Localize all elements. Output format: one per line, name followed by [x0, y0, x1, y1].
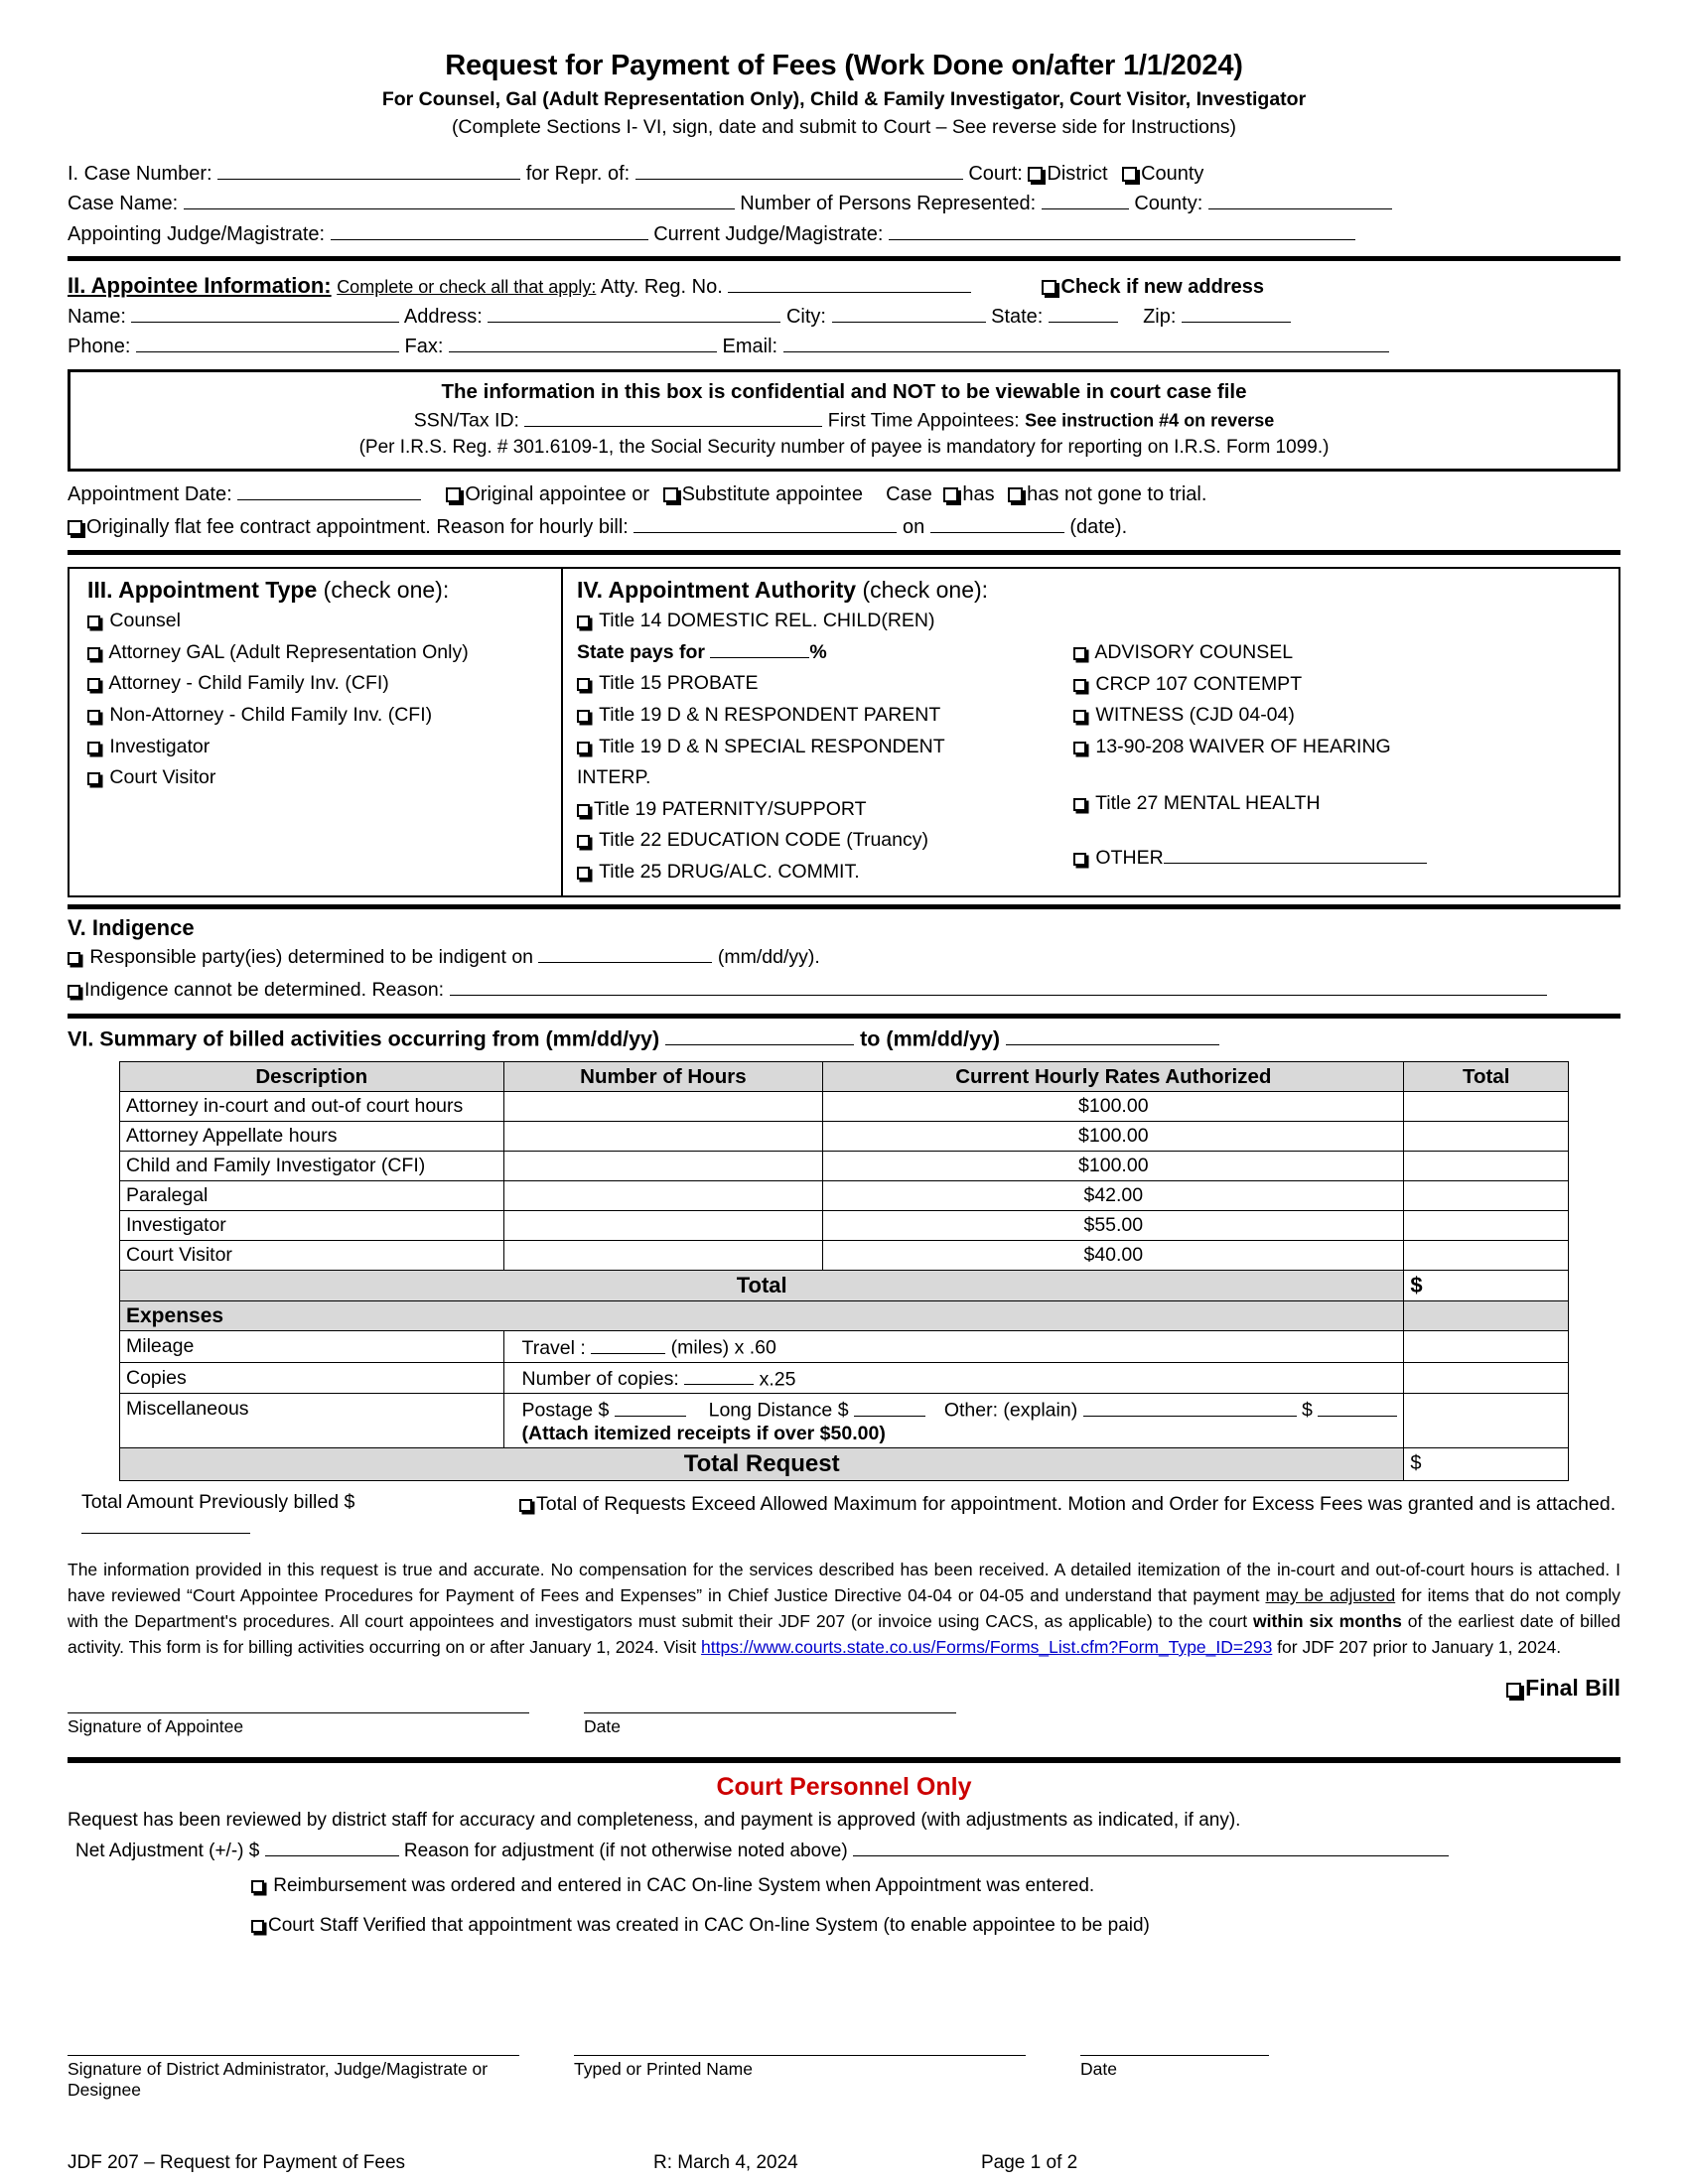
mileage-label: Mileage: [120, 1331, 504, 1362]
row-total-input[interactable]: [1404, 1122, 1569, 1152]
city-label: City:: [785, 306, 826, 329]
total-request-row: [120, 1447, 1569, 1480]
county-label: County:: [1134, 193, 1203, 215]
appointment-detail-rows: [68, 472, 1620, 543]
option-attorney-cfi[interactable]: [87, 668, 561, 700]
misc-other-label: Other: (explain): [943, 1399, 1078, 1422]
section5-heading: V. Indigence: [68, 915, 195, 941]
row-description: Attorney Appellate hours: [120, 1122, 504, 1152]
previously-billed-input[interactable]: [81, 1514, 250, 1534]
reason-for-adjustment-input[interactable]: [853, 1837, 1449, 1856]
option-witness-cjd[interactable]: [1073, 700, 1618, 732]
misc-note: (Attach itemized receipts if over $50.00): [521, 1422, 886, 1444]
section4-heading: [577, 577, 1618, 604]
misc-postage-label: Postage $: [521, 1399, 610, 1422]
authority-left-column: [577, 606, 1073, 887]
option-attorney-gal[interactable]: [87, 637, 561, 669]
name-input[interactable]: [131, 302, 399, 323]
exceed-max-group: [519, 1491, 1620, 1540]
option-label: Attorney - Child Family Inv. (CFI): [108, 672, 389, 695]
court-label: Court:: [968, 163, 1023, 185]
copies-detail: [503, 1362, 1404, 1393]
option-title22[interactable]: [577, 825, 1073, 857]
row-description: Paralegal: [120, 1181, 504, 1211]
current-judge-label: Current Judge/Magistrate:: [653, 222, 884, 245]
appointment-date-input[interactable]: [237, 479, 421, 500]
column-header-hours: Number of Hours: [503, 1062, 823, 1092]
option-label: Title 19 D & N RESPONDENT PARENT: [599, 703, 941, 726]
case-name-row: [68, 189, 1620, 218]
authority-right-column: [1073, 606, 1618, 887]
checkbox-title19-respondent-parent[interactable]: [577, 710, 590, 723]
option-label: Title 27 MENTAL HEALTH: [1095, 791, 1321, 814]
option-title19-respondent-parent[interactable]: [577, 700, 1073, 732]
cpo-checkbox-row-2[interactable]: [251, 1906, 1620, 1946]
checkbox-court-district[interactable]: [1028, 167, 1043, 182]
previously-billed-row: [68, 1481, 1620, 1540]
table-row: [120, 1241, 1569, 1271]
section2-heading: II. Appointee Information:: [68, 273, 332, 299]
has-not-option-label: has not gone to trial.: [1027, 483, 1207, 506]
hourly-bill-date-input[interactable]: [930, 512, 1064, 533]
net-adjustment-label: Net Adjustment (+/-) $: [75, 1840, 260, 1861]
misc-detail-line1: [510, 1396, 1398, 1422]
appointee-signature-line[interactable]: [68, 1712, 529, 1737]
row-rate: $100.00: [823, 1122, 1404, 1152]
irs-note: (Per I.R.S. Reg. # 301.6109-1, the Social Security number of payee is mandatory for reporting on I.R.S. Form 1099.): [358, 437, 1330, 459]
checkbox-counsel[interactable]: [87, 615, 100, 628]
copies-label: Copies: [120, 1362, 504, 1393]
row-description: Investigator: [120, 1211, 504, 1241]
page-title: Request for Payment of Fees (Work Done on/after 1/1/2024): [445, 50, 1243, 81]
option-label: Title 14 DOMESTIC REL. CHILD(REN): [599, 610, 935, 632]
confidential-box: [68, 369, 1620, 472]
option-non-attorney-cfi[interactable]: [87, 700, 561, 732]
option-label: Investigator: [109, 735, 211, 757]
expense-row-mileage: [120, 1331, 1569, 1362]
row-hours-input[interactable]: [503, 1181, 823, 1211]
previously-billed-label: Total Amount Previously billed $: [81, 1490, 355, 1513]
phone-input[interactable]: [136, 332, 399, 352]
section3-heading: [87, 577, 561, 604]
cert-part-3: of the earliest date of billed activity. This form is for billing activities occurring on or after January 1, 2024. Visit: [68, 1611, 1620, 1657]
checkbox-non-attorney-cfi[interactable]: [87, 710, 100, 723]
copies-count-input[interactable]: [684, 1365, 754, 1385]
cert-part-2: for items that do not comply with the Department's procedures. All court appointees and investigators must submit their JDF 207 (or invoice using CACS, as applicable) to the court: [68, 1585, 1620, 1632]
indigence-date-format: (mm/dd/yy).: [717, 946, 820, 969]
copies-total-input[interactable]: [1404, 1362, 1569, 1393]
option-investigator[interactable]: [87, 732, 561, 763]
first-time-label: First Time Appointees:: [827, 409, 1020, 432]
printed-name-line[interactable]: [574, 2055, 1026, 2101]
name-label: Name:: [68, 306, 126, 329]
misc-long-distance-label: Long Distance $: [708, 1399, 849, 1422]
judges-row: [68, 219, 1620, 249]
section3-heading-text: III. Appointment Type: [87, 577, 318, 604]
persons-represented-label: Number of Persons Represented:: [740, 193, 1037, 215]
district-admin-signature-label: Signature of District Administrator, Judge/Magistrate or Designee: [68, 2059, 489, 2101]
state-label: State:: [991, 306, 1044, 329]
expenses-label: Expenses: [120, 1301, 1404, 1331]
appointee-date-line[interactable]: [584, 1712, 956, 1737]
column-header-total: Total: [1404, 1062, 1569, 1092]
divider-section-2: [68, 550, 1620, 555]
new-address-label: Check if new address: [1060, 276, 1265, 299]
section-appointee-info: [68, 261, 1620, 361]
court-personnel-date-label: Date: [1080, 2059, 1117, 2080]
section-case-info: [68, 139, 1620, 249]
section4-heading-text: IV. Appointment Authority: [577, 577, 857, 604]
option-label: Title 19 D & N SPECIAL RESPONDENT INTERP.: [577, 735, 945, 789]
forms-list-link[interactable]: https://www.courts.state.co.us/Forms/Forms_List.cfm?Form_Type_ID=293: [701, 1637, 1273, 1657]
subtotal-row: [120, 1271, 1569, 1301]
total-request-amount-input[interactable]: $: [1404, 1447, 1569, 1480]
appointment-type-authority-box: [68, 567, 1620, 897]
case-number-row: [68, 159, 1620, 189]
ssn-row: [80, 406, 1608, 435]
page-subtitle: For Counsel, Gal (Adult Representation Only), Child & Family Investigator, Court Visitor, Investigator: [381, 88, 1307, 110]
appointee-signature-zone: [68, 1661, 1620, 1737]
billing-header-row: [120, 1062, 1569, 1092]
mileage-post-label: (miles) x .60: [670, 1336, 776, 1359]
confidential-notice: The information in this box is confidential and NOT to be viewable in court case file: [441, 380, 1247, 404]
court-personnel-heading: Court Personnel Only: [716, 1772, 972, 1801]
row-hours-input[interactable]: [503, 1122, 823, 1152]
net-adjustment-row: [68, 1837, 1620, 1867]
cpo-checkbox-2-label: Court Staff Verified that appointment was created in CAC On-line System (to enable appointee to be paid): [268, 1915, 1150, 1937]
state-pays-percent: %: [809, 640, 827, 663]
current-judge-input[interactable]: [889, 219, 1355, 240]
for-repr-label: for Repr. of:: [525, 163, 631, 185]
phone-label: Phone:: [68, 336, 131, 358]
checkbox-has-not-gone-to-trial[interactable]: [1008, 487, 1023, 502]
option-crcp-107-contempt[interactable]: [1073, 669, 1618, 701]
substitute-appointee-label: Substitute appointee: [681, 483, 863, 506]
option-title19-paternity[interactable]: [577, 794, 1073, 826]
copies-pre-label: Number of copies:: [521, 1368, 679, 1391]
mileage-total-input[interactable]: [1404, 1331, 1569, 1362]
row-total-input[interactable]: [1404, 1152, 1569, 1181]
court-personnel-body: [68, 1802, 1620, 1867]
option-label: Court Visitor: [109, 766, 216, 789]
cert-part-1: The information provided in this request is true and accurate. No compensation for the services described has been received. A detailed itemization of the in-court and out-of-court hours is attached. I have reviewed “Court Appointee Procedures for Payment of Fees and Expenses” in Chief Justice Directive 04-04 or 04-05 and understand that payment: [68, 1560, 1620, 1606]
row-hours-input[interactable]: [503, 1241, 823, 1271]
case-word-label: Case: [886, 483, 932, 506]
row-total-input[interactable]: [1404, 1092, 1569, 1122]
footer-revision: R: March 4, 2024: [653, 2152, 798, 2174]
case-number-label: I. Case Number:: [68, 163, 212, 185]
option-label: Title 15 PROBATE: [599, 672, 759, 695]
misc-other-amount-input[interactable]: [1318, 1396, 1397, 1416]
other-authority-input[interactable]: [1164, 844, 1427, 864]
misc-other-explain-input[interactable]: [1083, 1396, 1297, 1416]
cpo-checkbox-row-1[interactable]: [251, 1866, 1620, 1906]
state-pays-label: State pays for: [577, 640, 705, 663]
original-appointee-label: Original appointee or: [465, 483, 650, 506]
cert-part-4: for JDF 207 prior to January 1, 2024.: [1272, 1637, 1562, 1657]
mileage-detail: [503, 1331, 1404, 1362]
footer-page-number: Page 1 of 2: [981, 2152, 1078, 2174]
copies-post-label: x.25: [759, 1368, 796, 1391]
section6-heading-mid: to (mm/dd/yy): [860, 1026, 1001, 1051]
checkbox-court-staff-verified[interactable]: [251, 1920, 264, 1933]
option-title19-special-respondent[interactable]: [577, 732, 999, 794]
table-row: [120, 1122, 1569, 1152]
zip-input[interactable]: [1182, 302, 1291, 323]
appointee-heading-row: [68, 269, 1620, 302]
misc-other-amount-label: $: [1302, 1399, 1313, 1422]
checkbox-has-gone-to-trial[interactable]: [943, 487, 958, 502]
expenses-header-row: [120, 1301, 1569, 1331]
misc-label: Miscellaneous: [120, 1394, 504, 1447]
certification-paragraph: [68, 1540, 1620, 1661]
on-label: on: [902, 515, 925, 538]
row-total-input[interactable]: [1404, 1211, 1569, 1241]
expenses-header-blank: [1404, 1301, 1569, 1331]
option-label: Counsel: [109, 610, 181, 632]
atty-reg-input[interactable]: [728, 272, 971, 293]
option-advisory-counsel[interactable]: [1073, 637, 1618, 669]
court-personnel-date-line[interactable]: [1080, 2055, 1269, 2101]
checkbox-substitute-appointee[interactable]: [663, 487, 678, 502]
subtotal-amount-input[interactable]: $: [1404, 1271, 1569, 1301]
option-waiver-of-hearing[interactable]: [1073, 732, 1618, 763]
option-label: Title 25 DRUG/ALC. COMMIT.: [599, 860, 860, 883]
page-instructions: (Complete Sections I- VI, sign, date and submit to Court – See reverse side for Instructions): [451, 116, 1237, 138]
checkbox-new-address[interactable]: [1042, 280, 1056, 295]
checkbox-witness-cjd[interactable]: [1073, 710, 1086, 723]
mileage-pre-label: Travel :: [521, 1336, 586, 1359]
final-bill-group[interactable]: [1506, 1675, 1620, 1702]
cert-within-six-months: within six months: [1253, 1611, 1402, 1632]
checkbox-title19-paternity[interactable]: [577, 804, 590, 817]
option-label: CRCP 107 CONTEMPT: [1095, 672, 1303, 695]
checkbox-court-county[interactable]: [1122, 167, 1137, 182]
checkbox-title25[interactable]: [577, 867, 590, 880]
row-rate: $100.00: [823, 1152, 1404, 1181]
review-text: Request has been reviewed by district staff for accuracy and completeness, and payment is approved (with adjustments as indicated, if any).: [68, 1809, 1241, 1831]
section-indigence: [68, 941, 1620, 1007]
option-label: Title 22 EDUCATION CODE (Truancy): [599, 829, 928, 852]
section-appointment-type: [70, 569, 563, 895]
option-label: ADVISORY COUNSEL: [1094, 641, 1294, 664]
flat-fee-row: [68, 511, 1620, 543]
flat-fee-label: Originally flat fee contract appointment. Reason for hourly bill:: [86, 515, 629, 538]
row-description: Court Visitor: [120, 1241, 504, 1271]
option-title27-mental-health[interactable]: [1073, 763, 1618, 820]
misc-postage-input[interactable]: [615, 1396, 686, 1416]
printed-name-label: Typed or Printed Name: [574, 2059, 753, 2080]
option-label: Attorney GAL (Adult Representation Only): [108, 640, 469, 663]
appointment-date-label: Appointment Date:: [68, 483, 232, 506]
state-input[interactable]: [1049, 302, 1118, 323]
net-adjustment-input[interactable]: [265, 1837, 399, 1856]
checkbox-other-authority[interactable]: [1073, 853, 1086, 866]
appointee-date-label: Date: [584, 1715, 621, 1736]
address-input[interactable]: [488, 302, 780, 323]
has-option-label: has: [962, 483, 995, 506]
case-number-input[interactable]: [217, 159, 520, 180]
mileage-miles-input[interactable]: [591, 1333, 665, 1353]
misc-long-distance-input[interactable]: [854, 1396, 925, 1416]
address-label: Address:: [403, 306, 483, 329]
case-name-label: Case Name:: [68, 193, 179, 215]
row-hours-input[interactable]: [503, 1211, 823, 1241]
option-label: 13-90-208 WAIVER OF HEARING: [1095, 735, 1391, 757]
checkbox-attorney-gal[interactable]: [87, 647, 100, 660]
checkbox-flat-fee-contract[interactable]: [68, 520, 82, 535]
atty-reg-label: Atty. Reg. No.: [600, 276, 723, 299]
section6-heading-pre: VI. Summary of billed activities occurring from (mm/dd/yy): [68, 1026, 660, 1051]
row-total-input[interactable]: [1404, 1181, 1569, 1211]
checkbox-responsible-party-indigent[interactable]: [68, 952, 80, 965]
first-time-instruction: See instruction #4 on reverse: [1025, 410, 1275, 431]
checkbox-final-bill[interactable]: [1506, 1683, 1521, 1698]
section4-heading-note: (check one):: [862, 577, 989, 604]
option-label: OTHER: [1095, 847, 1164, 870]
checkbox-title14[interactable]: [577, 615, 590, 628]
billing-table: [119, 1061, 1569, 1480]
district-admin-signature-line[interactable]: [68, 2055, 519, 2101]
total-request-label: Total Request: [120, 1447, 1404, 1480]
option-court-visitor[interactable]: [87, 762, 561, 794]
row-total-input[interactable]: [1404, 1241, 1569, 1271]
court-personnel-signature-lines: [68, 1946, 1620, 2101]
checkbox-crcp-107-contempt[interactable]: [1073, 679, 1086, 692]
fax-input[interactable]: [449, 332, 717, 352]
case-name-input[interactable]: [184, 189, 735, 209]
final-bill-label: Final Bill: [1525, 1674, 1620, 1701]
email-label: Email:: [722, 336, 778, 358]
authority-columns: [577, 606, 1618, 887]
checkbox-title15[interactable]: [577, 678, 590, 691]
checkbox-court-visitor[interactable]: [87, 772, 100, 785]
misc-detail: [503, 1394, 1404, 1447]
option-other[interactable]: [1073, 819, 1618, 875]
appointing-judge-input[interactable]: [331, 219, 648, 240]
indigence-date-input[interactable]: [538, 943, 712, 963]
for-repr-input[interactable]: [635, 159, 963, 180]
indigence-option1-label: Responsible party(ies) determined to be indigent on: [89, 946, 534, 969]
email-input[interactable]: [783, 332, 1389, 352]
state-pays-input[interactable]: [710, 637, 809, 657]
table-row: [120, 1092, 1569, 1122]
ssn-input[interactable]: [524, 406, 822, 426]
checkbox-attorney-cfi[interactable]: [87, 678, 100, 691]
state-pays-row: [577, 637, 1073, 669]
signature-lines: [68, 1712, 1620, 1737]
cpo-checkbox-1-label: Reimbursement was ordered and entered in CAC On-line System when Appointment was entered.: [273, 1875, 1095, 1897]
checkbox-original-appointee[interactable]: [446, 487, 461, 502]
section-appointment-authority: [563, 569, 1618, 895]
table-row: [120, 1152, 1569, 1181]
column-header-rate: Current Hourly Rates Authorized: [823, 1062, 1404, 1092]
option-label: Title 19 PATERNITY/SUPPORT: [594, 797, 867, 820]
checkbox-exceed-allowed-maximum[interactable]: [519, 1499, 532, 1512]
option-counsel[interactable]: [87, 606, 561, 637]
phone-fax-email-row: [68, 332, 1620, 361]
billing-to-input[interactable]: [1006, 1024, 1219, 1046]
court-district-label: District: [1047, 163, 1108, 185]
exceed-max-label: Total of Requests Exceed Allowed Maximum for appointment. Motion and Order for Excess Fees was granted and is attached.: [536, 1492, 1617, 1515]
footer-form-name: JDF 207 – Request for Payment of Fees: [68, 2152, 406, 2174]
option-title14[interactable]: [577, 606, 1073, 637]
option-title15[interactable]: [577, 668, 1073, 700]
checkbox-title19-special-respondent[interactable]: [577, 742, 590, 754]
checkbox-waiver-of-hearing[interactable]: [1073, 742, 1086, 754]
appointment-date-row: [68, 478, 1620, 510]
indigence-reason-input[interactable]: [450, 976, 1547, 996]
checkbox-indigence-cannot-be-determined[interactable]: [68, 985, 80, 998]
row-description: Attorney in-court and out-of court hours: [120, 1092, 504, 1122]
row-description: Child and Family Investigator (CFI): [120, 1152, 504, 1181]
option-title25[interactable]: [577, 857, 1073, 888]
table-row: [120, 1181, 1569, 1211]
checkbox-advisory-counsel[interactable]: [1073, 647, 1086, 660]
column-header-description: Description: [120, 1062, 504, 1092]
option-label: Non-Attorney - Child Family Inv. (CFI): [109, 703, 433, 726]
section3-heading-note: (check one):: [323, 577, 450, 604]
checkbox-title22[interactable]: [577, 835, 590, 848]
billing-from-input[interactable]: [665, 1024, 854, 1046]
court-personnel-checkboxes: [68, 1866, 1620, 1946]
row-hours-input[interactable]: [503, 1152, 823, 1181]
row-hours-input[interactable]: [503, 1092, 823, 1122]
row-rate: $100.00: [823, 1092, 1404, 1122]
misc-total-input[interactable]: [1404, 1394, 1569, 1447]
option-label: WITNESS (CJD 04-04): [1095, 704, 1295, 727]
reason-for-adjustment-label: Reason for adjustment (if not otherwise noted above): [403, 1840, 848, 1861]
section2-heading-sub: Complete or check all that apply:: [337, 277, 597, 298]
row-rate: $42.00: [823, 1181, 1404, 1211]
cert-may-be-adjusted: may be adjusted: [1265, 1585, 1396, 1606]
subtotal-label: Total: [120, 1271, 1404, 1301]
expense-row-copies: [120, 1362, 1569, 1393]
zip-label: Zip:: [1143, 306, 1177, 329]
table-row: [120, 1211, 1569, 1241]
date-label: (date).: [1069, 515, 1128, 538]
appointing-judge-label: Appointing Judge/Magistrate:: [68, 222, 326, 245]
city-input[interactable]: [832, 302, 986, 323]
name-address-row: [68, 302, 1620, 332]
checkbox-title27-mental-health[interactable]: [1073, 798, 1086, 811]
expense-row-misc: [120, 1394, 1569, 1447]
fax-label: Fax:: [404, 336, 444, 358]
previously-billed-group: [68, 1491, 519, 1540]
indigence-option1-row: [68, 941, 1620, 974]
row-rate: $40.00: [823, 1241, 1404, 1271]
row-rate: $55.00: [823, 1211, 1404, 1241]
court-county-label: County: [1141, 163, 1204, 185]
checkbox-investigator[interactable]: [87, 742, 100, 754]
section6-heading: [68, 1019, 1620, 1052]
appointee-signature-label: Signature of Appointee: [68, 1715, 244, 1736]
indigence-option2-row: [68, 974, 1620, 1007]
page-footer: [68, 2101, 1620, 2174]
checkbox-reimbursement-ordered[interactable]: [251, 1880, 264, 1893]
persons-represented-input[interactable]: [1042, 189, 1129, 209]
county-input[interactable]: [1208, 189, 1392, 209]
ssn-label: SSN/Tax ID:: [413, 409, 519, 432]
hourly-bill-reason-input[interactable]: [633, 512, 897, 533]
indigence-option2-label: Indigence cannot be determined. Reason:: [84, 979, 445, 1002]
